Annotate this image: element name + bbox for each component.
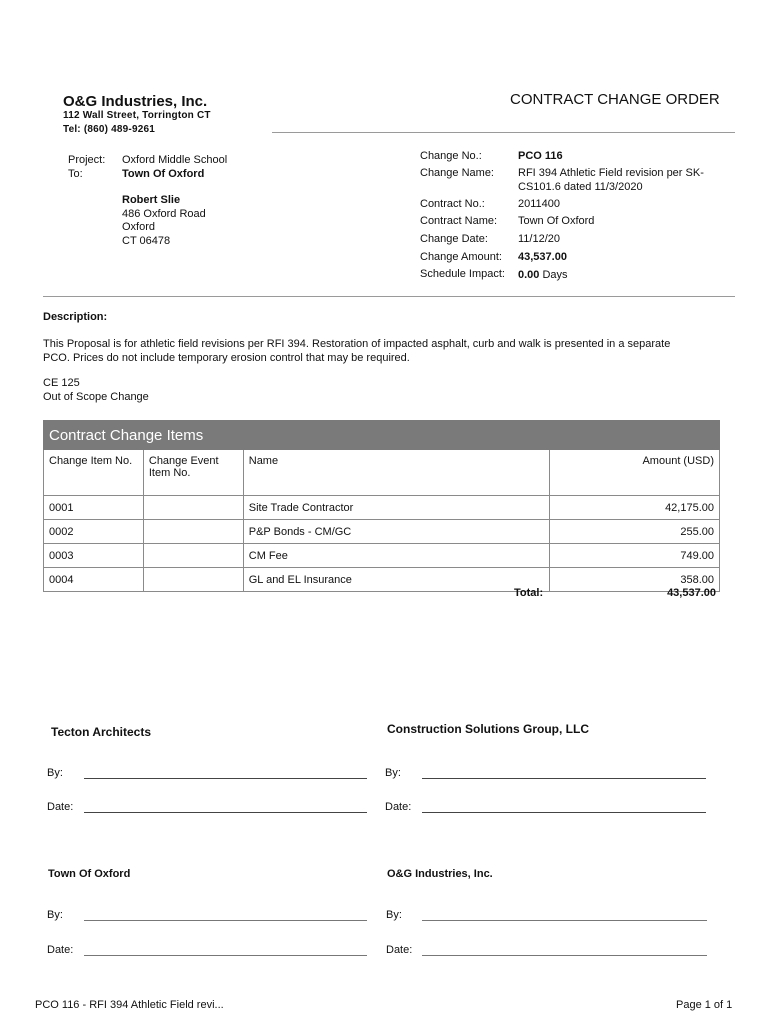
change-date-label: Change Date: bbox=[420, 233, 488, 245]
schedule-impact-label: Schedule Impact: bbox=[420, 268, 505, 280]
change-event-reference: CE 125 bbox=[43, 377, 80, 389]
by-label: By: bbox=[47, 767, 63, 779]
signatory-name: Tecton Architects bbox=[51, 725, 152, 739]
footer-page-number: Page 1 of 1 bbox=[676, 999, 733, 1011]
total-label: Total: bbox=[514, 587, 544, 599]
description-label: Description: bbox=[43, 311, 108, 323]
table-row bbox=[44, 520, 720, 544]
contact-address-line: 486 Oxford Road bbox=[122, 208, 206, 220]
by-label: By: bbox=[385, 767, 401, 779]
signature-line[interactable] bbox=[422, 920, 707, 921]
date-label: Date: bbox=[47, 944, 74, 956]
change-name-label: Change Name: bbox=[420, 167, 494, 179]
signatory-name: Construction Solutions Group, LLC bbox=[387, 722, 589, 736]
cell-event-item bbox=[143, 568, 243, 592]
contact-address-line: Oxford bbox=[122, 221, 156, 233]
change-date-value: 11/12/20 bbox=[518, 233, 561, 245]
column-header-event-item-line: Item No. bbox=[148, 467, 191, 479]
footer-document-name: PCO 116 - RFI 394 Athletic Field revi... bbox=[35, 999, 224, 1011]
cell-amount: 42,175.00 bbox=[550, 496, 720, 520]
project-value: Oxford Middle School bbox=[122, 154, 228, 166]
company-address: 112 Wall Street, Torrington CT bbox=[63, 110, 211, 121]
to-value: Town Of Oxford bbox=[122, 168, 205, 180]
cell-item-no: 0001 bbox=[44, 496, 144, 520]
change-amount-label: Change Amount: bbox=[420, 251, 502, 263]
change-name-value: RFI 394 Athletic Field revision per SK- bbox=[518, 167, 704, 179]
company-phone: Tel: (860) 489-9261 bbox=[63, 124, 155, 135]
section-divider bbox=[43, 296, 735, 297]
schedule-impact-value bbox=[518, 269, 568, 281]
column-header-name: Name bbox=[243, 450, 549, 496]
column-header-event-item-line: Change Event bbox=[148, 455, 219, 467]
column-header-event-item bbox=[143, 450, 243, 496]
date-label: Date: bbox=[386, 944, 413, 956]
change-name-value-cont: CS101.6 dated 11/3/2020 bbox=[518, 181, 643, 193]
by-label: By: bbox=[47, 909, 63, 921]
column-header-item-no: Change Item No. bbox=[44, 450, 144, 496]
scope-type: Out of Scope Change bbox=[43, 391, 149, 403]
to-label: To: bbox=[68, 168, 83, 180]
project-label: Project: bbox=[68, 154, 106, 166]
cell-amount: 255.00 bbox=[550, 520, 720, 544]
schedule-impact-unit: Days bbox=[542, 269, 568, 281]
contract-name-label: Contract Name: bbox=[420, 215, 498, 227]
contract-name-value: Town Of Oxford bbox=[518, 215, 595, 227]
contract-change-items-table bbox=[43, 420, 720, 592]
header-divider bbox=[272, 132, 735, 133]
change-no-value: PCO 116 bbox=[518, 150, 563, 162]
date-line[interactable] bbox=[422, 812, 706, 813]
cell-amount: 749.00 bbox=[550, 544, 720, 568]
table-row bbox=[44, 496, 720, 520]
date-label: Date: bbox=[47, 801, 74, 813]
date-line[interactable] bbox=[422, 955, 707, 956]
contract-no-label: Contract No.: bbox=[420, 198, 485, 210]
cell-item-no: 0004 bbox=[44, 568, 144, 592]
change-no-label: Change No.: bbox=[420, 150, 482, 162]
change-amount-value: 43,537.00 bbox=[518, 251, 567, 263]
contact-name: Robert Slie bbox=[122, 194, 181, 206]
signature-line[interactable] bbox=[422, 778, 706, 779]
schedule-impact-number: 0.00 bbox=[518, 269, 540, 281]
contact-address-line: CT 06478 bbox=[122, 235, 171, 247]
description-text-line: This Proposal is for athletic field revisions per RFI 394. Restoration of impacted asphalt, curb and walk is presented in a separate bbox=[43, 338, 671, 350]
date-label: Date: bbox=[385, 801, 412, 813]
cell-name: Site Trade Contractor bbox=[243, 496, 549, 520]
column-header-amount: Amount (USD) bbox=[550, 450, 720, 496]
cell-amount: 358.00 bbox=[550, 568, 720, 592]
contract-no-value: 2011400 bbox=[518, 198, 561, 210]
table-header-row bbox=[44, 450, 720, 496]
cell-name: CM Fee bbox=[243, 544, 549, 568]
cell-event-item bbox=[143, 496, 243, 520]
signature-line[interactable] bbox=[84, 778, 367, 779]
company-name: O&G Industries, Inc. bbox=[63, 93, 208, 110]
cell-name: P&P Bonds - CM/GC bbox=[243, 520, 549, 544]
signatory-name: Town Of Oxford bbox=[48, 868, 131, 880]
cell-event-item bbox=[143, 544, 243, 568]
cell-name: GL and EL Insurance bbox=[243, 568, 549, 592]
total-value: 43,537.00 bbox=[667, 587, 716, 599]
date-line[interactable] bbox=[84, 955, 367, 956]
signatory-name: O&G Industries, Inc. bbox=[387, 868, 493, 880]
table-row bbox=[44, 544, 720, 568]
signature-line[interactable] bbox=[84, 920, 367, 921]
cell-item-no: 0002 bbox=[44, 520, 144, 544]
by-label: By: bbox=[386, 909, 402, 921]
cell-event-item bbox=[143, 520, 243, 544]
date-line[interactable] bbox=[84, 812, 367, 813]
cell-item-no: 0003 bbox=[44, 544, 144, 568]
document-title: CONTRACT CHANGE ORDER bbox=[510, 91, 720, 108]
table-title: Contract Change Items bbox=[44, 421, 720, 450]
description-text-line: PCO. Prices do not include temporary erosion control that may be required. bbox=[43, 352, 410, 364]
